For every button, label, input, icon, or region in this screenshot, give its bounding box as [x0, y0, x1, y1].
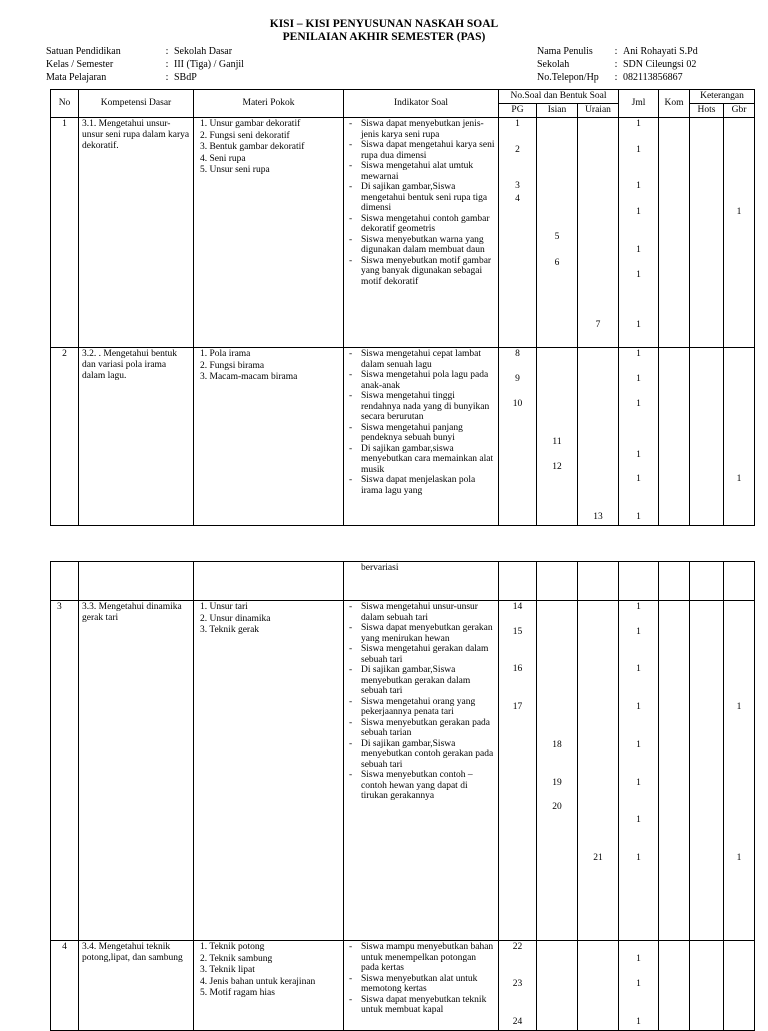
- jml-number: 1: [636, 627, 641, 637]
- kd-text: Mengetahui teknik potong,lipat, dan sambung: [82, 942, 183, 963]
- kd-text: Mengetahui dinamika gerak tari: [82, 602, 182, 623]
- jml-number: 1: [636, 853, 641, 863]
- col-header-kd: Kompetensi Dasar: [79, 90, 194, 118]
- table-row: [51, 601, 755, 941]
- meta-label: Mata Pelajaran: [46, 72, 107, 83]
- meta-value: III (Tiga) / Ganjil: [174, 59, 244, 70]
- jml-number: 1: [636, 979, 641, 989]
- row-kd: [79, 601, 194, 941]
- row-uraian: [578, 601, 619, 941]
- row-kom: [659, 601, 690, 941]
- col-header-jml: Jml: [619, 90, 659, 118]
- row-isian: [537, 118, 578, 348]
- gbr-number: 1: [736, 474, 742, 484]
- meta-label: Kelas / Semester: [46, 59, 114, 70]
- pg-number: 8: [515, 349, 520, 359]
- row-gbr: [724, 601, 755, 941]
- indikator-item: - Di sajikan gambar,Siswa menyebutkan contoh gerakan pada sebuah tari: [346, 739, 496, 771]
- materi-item: 1. Teknik potong: [200, 942, 265, 952]
- kisi-table-page2: [50, 561, 755, 1031]
- row-jml: [619, 118, 659, 348]
- materi-item: 3. Teknik lipat: [200, 965, 255, 975]
- jml-number: 1: [636, 702, 641, 712]
- meta-label: No.Telepon/Hp: [537, 72, 599, 83]
- row-indikator: [344, 118, 499, 348]
- row-kd: [79, 118, 194, 348]
- row-pg: [499, 601, 537, 941]
- indikator-item: - Siswa mengetahui alat umtuk mewarnai: [346, 161, 496, 182]
- meta-value: SBdP: [174, 72, 197, 83]
- materi-item: 1. Unsur gambar dekoratif: [200, 119, 301, 129]
- materi-item: 2. Fungsi birama: [200, 360, 265, 371]
- meta-value: Sekolah Dasar: [174, 46, 233, 57]
- row-kom: [659, 941, 690, 1031]
- isian-number: 20: [552, 802, 562, 812]
- row-no: 3: [51, 601, 79, 941]
- materi-item: 3. Bentuk gambar dekoratif: [200, 142, 305, 152]
- kd-text: Mengetahui bentuk dan variasi pola irama dalam lagu.: [82, 349, 177, 381]
- indikator-item: - Siswa menyebutkan alat untuk memotong kertas: [346, 974, 496, 995]
- materi-item: 1. Unsur tari: [200, 602, 248, 612]
- col-header-uraian: Uraian: [578, 104, 619, 118]
- jml-number: 1: [636, 374, 641, 384]
- isian-number: 12: [552, 462, 562, 472]
- jml-number: 1: [636, 602, 641, 612]
- materi-item: 5. Unsur seni rupa: [200, 165, 270, 175]
- kd-number: 3.4.: [82, 942, 97, 952]
- uraian-number: 21: [593, 853, 603, 863]
- indikator-continuation: bervariasi: [344, 562, 499, 601]
- kisi-table-page1: [50, 89, 755, 526]
- row-materi: [194, 601, 344, 941]
- jml-number: 1: [636, 399, 641, 409]
- col-header-hots: Hots: [690, 104, 724, 118]
- row-isian: [537, 601, 578, 941]
- indikator-item: - Siswa mengetahui orang yang pekerjaannya penata tari: [346, 697, 496, 718]
- col-header-keterangan: Keterangan: [690, 90, 755, 104]
- jml-number: 1: [636, 270, 641, 280]
- row-materi: [194, 118, 344, 348]
- row-materi: [194, 941, 344, 1031]
- pg-number: 15: [512, 627, 523, 637]
- row-hots: [690, 118, 724, 348]
- meta-left: Satuan Pendidikan : Sekolah Dasar Kelas / Semester : III (Tiga) / Ganjil Mata Pelajaran : SBdP: [46, 46, 244, 83]
- indikator-item: - Di sajikan gambar,siswa menyebutkan cara memainkan alat musik: [346, 444, 496, 476]
- materi-item: 2. Fungsi seni dekoratif: [200, 130, 290, 141]
- jml-number: 1: [636, 815, 641, 825]
- kd-number: 3.3.: [82, 602, 97, 612]
- uraian-number: 7: [595, 320, 601, 330]
- row-uraian: [578, 118, 619, 348]
- row-uraian: [578, 348, 619, 526]
- indikator-item: - Siswa dapat menyebutkan gerakan yang menirukan hewan: [346, 623, 496, 644]
- row-no: 1: [51, 118, 79, 348]
- materi-item: 2. Teknik sambung: [200, 953, 273, 964]
- pg-number: 4: [515, 194, 520, 204]
- isian-number: 6: [554, 258, 560, 268]
- indikator-item: - Siswa mengetahui panjang pendeknya sebuah bunyi: [346, 423, 496, 444]
- row-gbr: [724, 118, 755, 348]
- materi-item: 4. Jenis bahan untuk kerajinan: [200, 976, 316, 987]
- jml-number: 1: [636, 245, 641, 255]
- meta-label: Satuan Pendidikan: [46, 46, 121, 57]
- materi-item: 2. Unsur dinamika: [200, 613, 271, 624]
- meta-value: SDN Cileungsi 02: [623, 59, 697, 70]
- row-hots: [690, 601, 724, 941]
- row-no: 2: [51, 348, 79, 526]
- row-uraian: [578, 941, 619, 1031]
- jml-number: 1: [636, 207, 641, 217]
- indikator-item: - Siswa menyebutkan warna yang digunakan dalam membuat daun: [346, 235, 496, 256]
- pg-number: 16: [512, 664, 523, 674]
- row-jml: [619, 601, 659, 941]
- pg-number: 2: [515, 145, 520, 155]
- indikator-item: - Siswa mengetahui gerakan dalam sebuah tari: [346, 644, 496, 665]
- row-pg: [499, 348, 537, 526]
- isian-number: 5: [554, 232, 560, 242]
- jml-number: 1: [636, 778, 641, 788]
- gbr-number: 1: [736, 207, 742, 217]
- indikator-item: - Siswa dapat mengetahui karya seni rupa dua dimensi: [346, 140, 496, 161]
- kd-text: Mengetahui unsur-unsur seni rupa dalam karya dekoratif.: [82, 119, 190, 151]
- gbr-number: 1: [736, 853, 742, 863]
- col-header-materi: Materi Pokok: [194, 90, 344, 118]
- indikator-item: - Siswa mengetahui cepat lambat dalam senuah lagu: [346, 349, 496, 370]
- meta-value: 082113856867: [623, 72, 683, 83]
- row-kom: [659, 118, 690, 348]
- jml-number: 1: [636, 512, 641, 522]
- row-jml: [619, 348, 659, 526]
- indikator-item: - Siswa menyebutkan gerakan pada sebuah tarian: [346, 718, 496, 739]
- indikator-item: - Siswa dapat menyebutkan teknik untuk membuat kapal: [346, 995, 496, 1016]
- meta-right: Nama Penulis : Ani Rohayati S.Pd Sekolah : SDN Cileungsi 02 No.Telepon/Hp : 082113856867: [537, 46, 698, 83]
- pg-number: 24: [512, 1017, 523, 1027]
- pg-number: 3: [515, 181, 520, 191]
- indikator-item: - Siswa dapat menyebutkan jenis-jenis karya seni rupa: [346, 119, 496, 140]
- indikator-item: - Siswa dapat menjelaskan pola irama lagu yang: [346, 475, 496, 496]
- materi-item: 5. Motif ragam hias: [200, 988, 275, 998]
- meta-label: Sekolah: [537, 59, 570, 70]
- document-title: KISI – KISI PENYUSUNAN NASKAH SOAL: [269, 18, 499, 30]
- indikator-item: - Siswa mengetahui contoh gambar dekoratif geometris: [346, 214, 496, 235]
- pg-number: 22: [512, 942, 523, 952]
- row-jml: [619, 941, 659, 1031]
- jml-number: 1: [636, 474, 641, 484]
- row-kd: [79, 941, 194, 1031]
- jml-number: 1: [636, 740, 641, 750]
- indikator-item: - Siswa menyebutkan motif gambar yang banyak digunakan sebagai motif dekoratif: [346, 256, 496, 288]
- row-hots: [690, 348, 724, 526]
- pg-number: 9: [515, 374, 520, 384]
- table-row: [51, 118, 755, 348]
- isian-number: 18: [552, 740, 562, 750]
- col-header-nosoal: No.Soal dan Bentuk Soal: [499, 90, 619, 104]
- col-header-kom: Kom: [659, 90, 690, 118]
- document-subtitle: PENILAIAN AKHIR SEMESTER (PAS): [282, 31, 486, 43]
- table-row: [51, 348, 755, 526]
- table-row: [51, 941, 755, 1031]
- row-indikator: [344, 941, 499, 1031]
- materi-item: 3. Teknik gerak: [200, 625, 260, 635]
- jml-number: 1: [636, 954, 641, 964]
- indikator-item: - Di sajikan gambar,Siswa mengetahui bentuk seni rupa tiga dimensi: [346, 182, 496, 214]
- row-gbr: [724, 941, 755, 1031]
- indikator-item: - Siswa mampu menyebutkan bahan untuk menempelkan potongan pada kertas: [346, 942, 496, 974]
- jml-number: 1: [636, 664, 641, 674]
- indikator-item: - Siswa mengetahui tinggi rendahnya nada yang di bunyikan secara berurutan: [346, 391, 496, 423]
- kd-number: 3.2. .: [82, 349, 101, 359]
- pg-number: 23: [512, 979, 523, 989]
- jml-number: 1: [636, 1017, 641, 1027]
- isian-number: 11: [552, 437, 562, 447]
- row-gbr: [724, 348, 755, 526]
- pg-number: 17: [512, 702, 523, 712]
- row-hots: [690, 941, 724, 1031]
- pg-number: 1: [515, 119, 520, 129]
- jml-number: 1: [636, 320, 641, 330]
- gbr-number: 1: [736, 702, 742, 712]
- row-isian: [537, 348, 578, 526]
- col-header-isian: Isian: [537, 104, 578, 118]
- pg-number: 10: [512, 399, 523, 409]
- jml-number: 1: [636, 145, 641, 155]
- col-header-indikator: Indikator Soal: [344, 90, 499, 118]
- meta-value: Ani Rohayati S.Pd: [623, 46, 698, 57]
- jml-number: 1: [636, 349, 641, 359]
- row-pg: [499, 118, 537, 348]
- col-header-no: No: [51, 90, 79, 118]
- materi-item: 4. Seni rupa: [200, 153, 246, 164]
- row-materi: [194, 348, 344, 526]
- table-row: [51, 562, 755, 601]
- indikator-item: - Di sajikan gambar,Siswa menyebutkan gerakan dalam sebuah tari: [346, 665, 496, 697]
- materi-item: 3. Macam-macam birama: [200, 372, 298, 382]
- indikator-item: - Siswa mengetahui pola lagu pada anak-anak: [346, 370, 496, 391]
- uraian-number: 13: [593, 512, 603, 522]
- materi-item: 1. Pola irama: [200, 349, 251, 359]
- row-indikator: [344, 348, 499, 526]
- jml-number: 1: [636, 119, 641, 129]
- col-header-pg: PG: [499, 104, 537, 118]
- row-kd: [79, 348, 194, 526]
- jml-number: 1: [636, 450, 641, 460]
- isian-number: 19: [552, 778, 562, 788]
- pg-number: 14: [512, 602, 523, 612]
- meta-label: Nama Penulis: [537, 46, 593, 57]
- indikator-item: - Siswa mengetahui unsur-unsur dalam sebuah tari: [346, 602, 496, 623]
- indikator-item: - Siswa menyebutkan contoh –contoh hewan yang dapat di tirukan gerakannya: [346, 770, 496, 802]
- row-isian: [537, 941, 578, 1031]
- row-pg: [499, 941, 537, 1031]
- jml-number: 1: [636, 181, 641, 191]
- kd-number: 3.1.: [82, 119, 97, 129]
- row-no: 4: [51, 941, 79, 1031]
- row-indikator: [344, 601, 499, 941]
- row-kom: [659, 348, 690, 526]
- col-header-gbr: Gbr: [724, 104, 755, 118]
